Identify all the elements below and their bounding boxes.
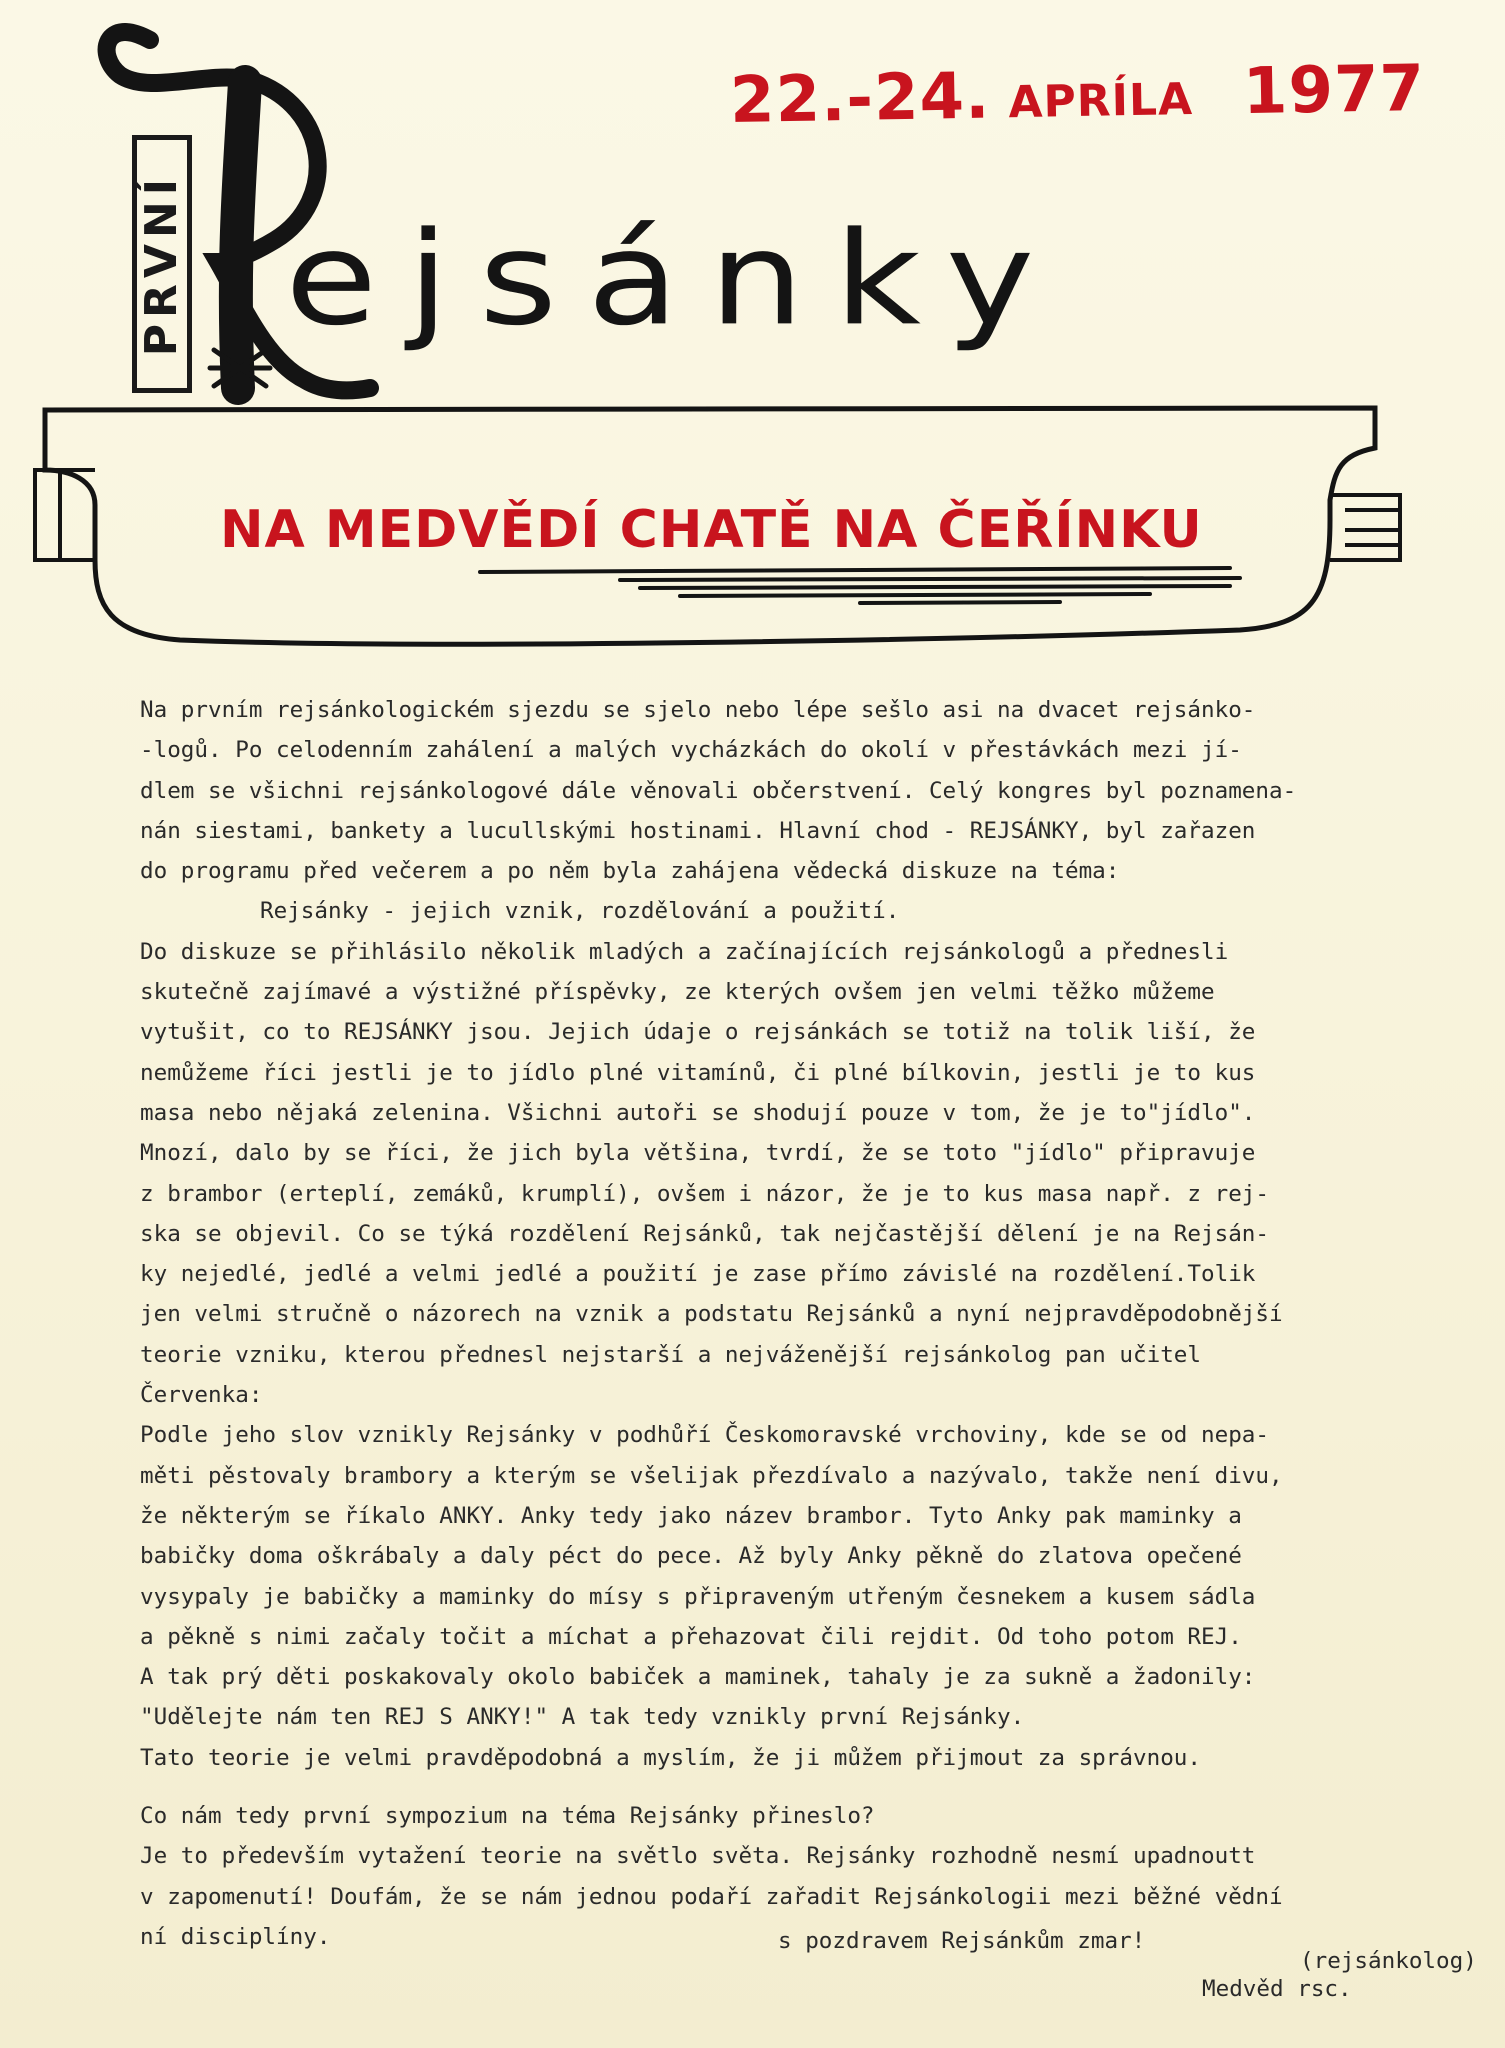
- date-year: 1977: [1242, 51, 1426, 130]
- body-line: Podle jeho slov vznikly Rejsánky v podhůří Českomoravské vrchoviny, kde se od nepa-: [140, 1422, 1270, 1449]
- subtitle-underline: [480, 568, 1240, 603]
- body-line: z brambor (erteplí, zemáků, krumplí), ovšem i názor, že je to kus masa např. z rej-: [140, 1180, 1270, 1207]
- date-days: 22.-24.: [729, 59, 991, 139]
- body-line: -logů. Po celodenním zahálení a malých vycházkách do okolí v přestávkách mezi jí-: [140, 737, 1242, 764]
- body-line: vysypaly je babičky a maminky do mísy s připraveným utřeným česnekem a kusem sádla: [140, 1583, 1256, 1610]
- body-line: Červenka:: [140, 1382, 263, 1409]
- article-body: [140, 690, 1470, 1957]
- body-line: Co nám tedy první sympozium na téma Rejsánky přineslo?: [140, 1803, 875, 1830]
- body-line: do programu před večerem a po něm byla zahájena vědecká diskuze na téma:: [140, 858, 1120, 885]
- body-line: Na prvním rejsánkologickém sjezdu se sjelo nebo lépe sešlo asi na dvacet rejsánko-: [140, 697, 1256, 723]
- page-title: ejsánky: [285, 204, 1065, 355]
- body-line: ska se objevil. Co se týká rozdělení Rejsánků, tak nejčastější dělení je na Rejsán-: [140, 1220, 1270, 1247]
- body-line: nán siestami, bankety a lucullskými hostinami. Hlavní chod - REJSÁNKY, byl zařazen: [140, 817, 1256, 844]
- body-line: Do diskuze se přihlásilo několik mladých a začínajících rejsánkologů a přednesli: [140, 938, 1229, 965]
- body-line: babičky doma oškrábaly a daly péct do pece. Až byly Anky pěkně do zlatova opečené: [140, 1543, 1242, 1570]
- body-line: ní disciplíny.: [140, 1923, 331, 1950]
- event-date: [729, 52, 1425, 138]
- body-line: "Udělejte nám ten REJ S ANKY!" A tak tedy vznikly první Rejsánky.: [140, 1704, 1025, 1731]
- body-line: Tato teorie je velmi pravděpodobná a myslím, že ji můžem přijmout za správnou.: [140, 1744, 1202, 1771]
- body-line: A tak prý děti poskakovaly okolo babiček a maminek, tahaly je za sukně a žadonily:: [140, 1664, 1256, 1691]
- body-line: nemůžeme říci jestli je to jídlo plné vitamínů, či plné bílkovin, jestli je to kus: [140, 1059, 1256, 1086]
- body-line: dlem se všichni rejsánkologové dále věnovali občerstvení. Celý kongres byl poznamena-: [140, 777, 1297, 804]
- dish-handle-right: [1330, 495, 1400, 560]
- body-line: masa nebo nějaká zelenina. Všichni autoři se shodují pouze v tom, že je to"jídlo".: [140, 1099, 1256, 1126]
- signature-name: Medvěd rsc.: [1202, 1976, 1352, 2002]
- body-line: Mnozí, dalo by se říci, že jich byla většina, tvrdí, že se toto "jídlo" připravuje: [140, 1140, 1256, 1167]
- paragraph-gap: [140, 1778, 1470, 1796]
- signature-role: (rejsánkolog): [1300, 1948, 1477, 1974]
- body-line: že některým se říkalo ANKY. Anky tedy jako název brambor. Tyto Anky pak maminky a: [140, 1502, 1242, 1529]
- body-line: Je to především vytažení teorie na světlo světa. Rejsánky rozhodně nesmí upadnoutt: [140, 1843, 1256, 1870]
- prvni-label: PRVNÍ: [136, 172, 188, 356]
- date-month: APRÍLA: [1007, 73, 1194, 129]
- body-line: jen velmi stručně o názorech na vznik a podstatu Rejsánků a nyní nejpravděpodobnější: [140, 1301, 1283, 1328]
- body-line: teorie vzniku, kterou přednesl nejstarší a nejváženější rejsánkolog pan učitel: [140, 1341, 1202, 1368]
- page-subtitle: NA MEDVĚDÍ CHATĚ NA ČEŘÍNKU: [220, 500, 1203, 560]
- body-line: měti pěstovaly brambory a kterým se všelijak přezdívalo a nazývalo, takže není divu,: [140, 1462, 1283, 1489]
- body-line: v zapomenutí! Doufám, že se nám jednou podaří zařadit Rejsánkologii mezi běžné vědní: [140, 1883, 1283, 1910]
- body-line: skutečně zajímavé a výstižné příspěvky, ze kterých ovšem jen velmi těžko můžeme: [140, 979, 1215, 1006]
- body-line: a pěkně s nimi začaly točit a míchat a přehazovat čili rejdit. Od toho potom REJ.: [140, 1623, 1242, 1650]
- prvni-label-wrap: [132, 135, 192, 393]
- body-line: vytušit, co to REJSÁNKY jsou. Jejich údaje o rejsánkách se totiž na tolik liší, že: [140, 1019, 1256, 1046]
- body-line-topic: Rejsánky - jejich vznik, rozdělování a použití.: [260, 898, 900, 925]
- signature-greeting: s pozdravem Rejsánkům zmar!: [778, 1928, 1146, 1954]
- body-line: ky nejedlé, jedlé a velmi jedlé a použití je zase přímo závislé na rozdělení.Tolik: [140, 1261, 1256, 1288]
